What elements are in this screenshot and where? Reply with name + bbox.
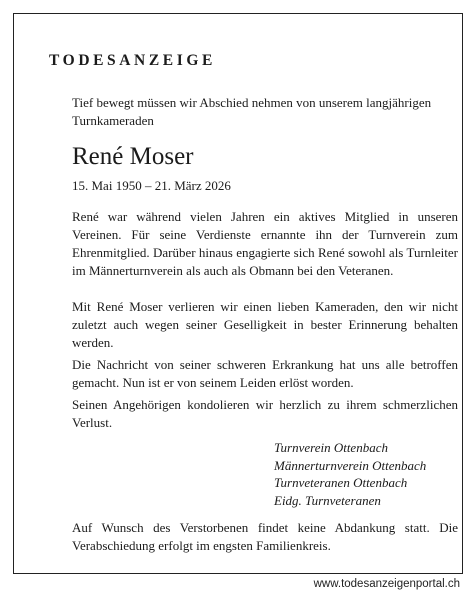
signature-club: Turnverein Ottenbach bbox=[274, 440, 388, 455]
signature-club: Turnveteranen Ottenbach bbox=[274, 475, 408, 491]
closing-paragraph: Auf Wunsch des Verstorbenen findet keine Abdankung statt. Die Verabschiedung erfolgt im engsten Familienkreis. bbox=[72, 520, 458, 554]
obituary-notice-frame bbox=[13, 13, 463, 574]
footer-url[interactable]: www.todesanzeigenportal.ch bbox=[313, 578, 460, 590]
notice-heading: TODESANZEIGE bbox=[49, 52, 216, 69]
life-dates: 15. Mai 1950 – 21. März 2026 bbox=[72, 178, 231, 193]
notice-paragraph: Seinen Angehörigen kondolieren wir herzlich zu ihrem schmerzlichen Verlust. bbox=[72, 397, 458, 431]
signature-list bbox=[274, 439, 426, 510]
signature-club: Eidg. Turnveteranen bbox=[274, 493, 381, 509]
deceased-name: René Moser bbox=[72, 143, 194, 170]
notice-paragraph: Die Nachricht von seiner schweren Erkrankung hat uns alle betroffen gemacht. Nun ist er von seinem Leiden erlöst worden. bbox=[72, 357, 458, 391]
notice-paragraph: Mit René Moser verlieren wir einen lieben Kameraden, den wir nicht zuletzt auch wegen seiner Geselligkeit in bester Erinnerung behalten werden. bbox=[72, 299, 458, 351]
notice-intro: Tief bewegt müssen wir Abschied nehmen von unserem langjährigen Turnkameraden bbox=[72, 95, 432, 128]
signature-club: Männerturnverein Ottenbach bbox=[274, 457, 427, 473]
notice-paragraph: René war während vielen Jahren ein aktives Mitglied in unseren Vereinen. Für seine Verdienste ernannte ihn der Turnverein zum Ehrenmitglied. Darüber hinaus engagierte sich René sowohl als Turnleiter im Männerturnverein als auch als Obmann bei den Veteranen. bbox=[72, 209, 458, 279]
